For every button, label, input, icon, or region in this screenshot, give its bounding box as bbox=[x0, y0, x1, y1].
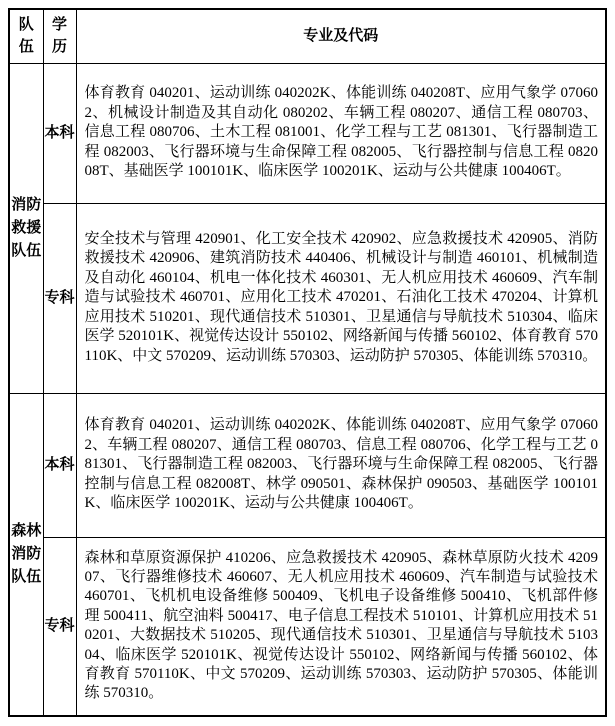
table-header-row bbox=[9, 9, 606, 63]
majors-cell-fire-rescue-undergraduate: 体育教育 040201、运动训练 040202K、体能训练 040208T、应用气象学 070602、机械设计制造及其自动化 080202、车辆工程 080207、通信工程 080703、信息工程 080706、土木工程 081001、化学工程与工艺 081301、飞行器制造工程 082003、飞行器环境与生命保障工程 082005、飞行器控制与信息工程 082008T、基础医学 100101K、临床医学 100201K、运动与公共健康 100406T。 bbox=[76, 63, 606, 203]
majors-cell-fire-rescue-college: 安全技术与管理 420901、化工安全技术 420902、应急救援技术 420905、消防救援技术 420906、建筑消防技术 440406、机械设计与制造 460101、机械制造及自动化 460104、机电一体化技术 460301、无人机应用技术 460609、汽车制造与试验技术 460701、应用化工技术 470201、石油化工技术 470204、计算机应用技术 510201、现代通信技术 510301、卫星通信与导航技术 510304、临床医学 520101K、视觉传达设计 550102、网络新闻与传播 560102、体育教育 570110K、中文 570209、运动训练 570303、运动防护 570305、体能训练 570310。 bbox=[76, 203, 606, 393]
education-cell-forest-fire-undergraduate: 本科 bbox=[43, 393, 76, 537]
majors-cell-forest-fire-college: 森林和草原资源保护 410206、应急救援技术 420905、森林草原防火技术 420907、飞行器维修技术 460607、无人机应用技术 460609、汽车制造与试验技术 460701、飞机机电设备维修 500409、飞机电子设备维修 500410、飞机部件修理 500411、航空油料 500417、电子信息工程技术 510101、计算机应用技术 510201、大数据技术 510205、现代通信技术 510301、卫星通信与导航技术 510304、临床医学 520101K、视觉传达设计 550102、网络新闻与传播 560102、体育教育 570110K、中文 570209、运动训练 570303、运动防护 570305、体能训练 570310。 bbox=[76, 537, 606, 716]
education-cell-fire-rescue-undergraduate: 本科 bbox=[43, 63, 76, 203]
header-team: 队伍 bbox=[9, 9, 43, 63]
header-education: 学历 bbox=[43, 9, 76, 63]
table-row bbox=[9, 63, 606, 203]
header-majors: 专业及代码 bbox=[76, 9, 606, 63]
education-cell-fire-rescue-college: 专科 bbox=[43, 203, 76, 393]
team-cell-forest-fire: 森林消防队伍 bbox=[9, 393, 43, 716]
table-row bbox=[9, 393, 606, 537]
table-row bbox=[9, 203, 606, 393]
majors-cell-forest-fire-undergraduate: 体育教育 040201、运动训练 040202K、体能训练 040208T、应用气象学 070602、车辆工程 080207、通信工程 080703、信息工程 080706、化学工程与工艺 081301、飞行器制造工程 082003、飞行器环境与生命保障工程 082005、飞行器控制与信息工程 082008T、林学 090501、森林保护 090503、基础医学 100101K、临床医学 100201K、运动与公共健康 100406T。 bbox=[76, 393, 606, 537]
team-cell-fire-rescue: 消防救援队伍 bbox=[9, 63, 43, 393]
table-row bbox=[9, 537, 606, 716]
education-cell-forest-fire-college: 专科 bbox=[43, 537, 76, 716]
majors-table bbox=[8, 8, 607, 717]
